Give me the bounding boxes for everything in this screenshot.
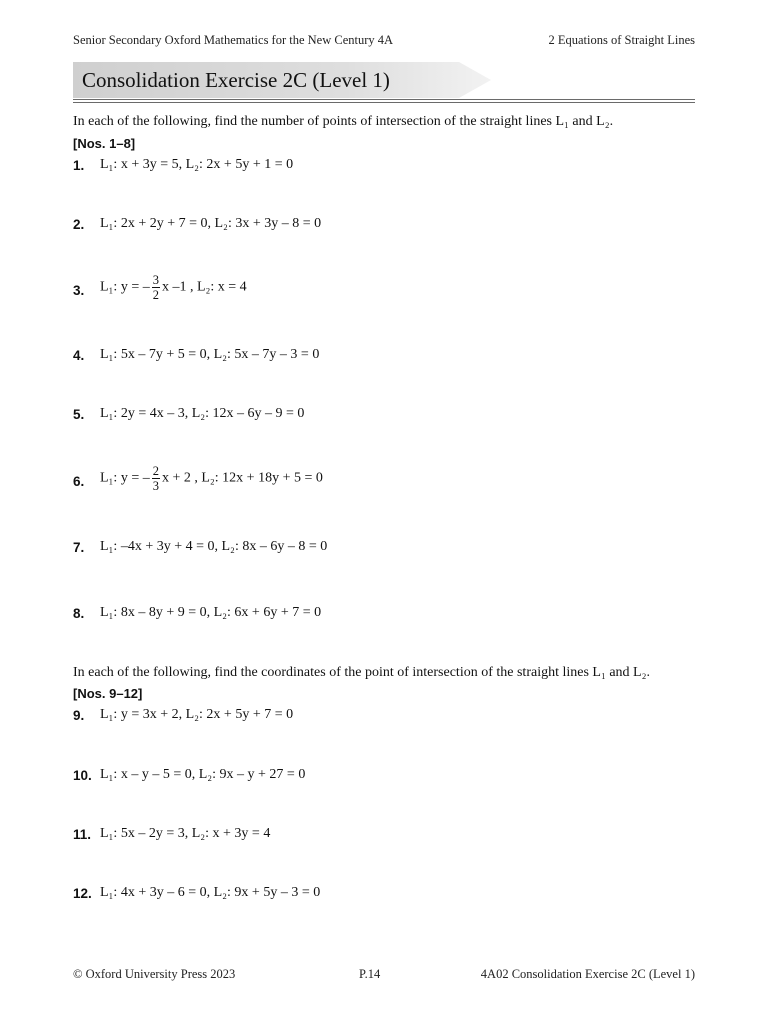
section1-instruction: In each of the following, find the number of points of intersection of the straight lines L₁ and L₂. [73,114,614,129]
exercise-banner [73,62,491,98]
fraction [152,464,160,493]
question-number: 8. [73,606,85,621]
fraction-denominator: 2 [152,288,159,302]
question-number: 11. [73,827,92,842]
exercise-title: Consolidation Exercise 2C (Level 1) [82,68,390,92]
question-equations [100,464,323,493]
question-number: 7. [73,540,85,555]
fraction-numerator: 2 [152,464,159,478]
question-equations: L₁: x – y – 5 = 0, L₂: 9x – y + 27 = 0 [100,767,306,782]
equation-suffix: x –1 , L₂: x = 4 [161,279,247,295]
question-equations: L₁: x + 3y = 5, L₂: 2x + 5y + 1 = 0 [100,157,294,172]
fraction [152,273,160,302]
book-title: Senior Secondary Oxford Mathematics for the New Century 4A [73,33,394,47]
question-number: 6. [73,474,85,489]
fraction-denominator: 3 [152,479,159,493]
section1-range: [Nos. 1–8] [73,136,136,151]
question-number: 2. [73,217,85,232]
question-equations: L₁: 2y = 4x – 3, L₂: 12x – 6y – 9 = 0 [100,406,305,421]
question-equations: L₁: 8x – 8y + 9 = 0, L₂: 6x + 6y + 7 = 0 [100,605,322,620]
question-equations: L₁: 5x – 2y = 3, L₂: x + 3y = 4 [100,826,271,841]
question-equations: L₁: –4x + 3y + 4 = 0, L₂: 8x – 6y – 8 = 0 [100,539,328,554]
question-equations: L₁: 4x + 3y – 6 = 0, L₂: 9x + 5y – 3 = 0 [100,885,321,900]
fraction-numerator: 3 [152,273,159,287]
chapter-title: 2 Equations of Straight Lines [548,33,695,47]
question-number: 9. [73,708,85,723]
question-number: 4. [73,348,85,363]
footer-document-ref: 4A02 Consolidation Exercise 2C (Level 1) [480,967,695,981]
question-equations: L₁: 2x + 2y + 7 = 0, L₂: 3x + 3y – 8 = 0 [100,216,322,231]
equation-suffix: x + 2 , L₂: 12x + 18y + 5 = 0 [161,470,323,486]
equation-prefix: L₁: y = – [100,279,150,295]
equation-prefix: L₁: y = – [100,470,150,486]
title-rule-bottom [73,102,695,103]
section2-range: [Nos. 9–12] [73,686,143,701]
footer-copyright: © Oxford University Press 2023 [73,967,236,981]
section2-instruction: In each of the following, find the coordinates of the point of intersection of the straight lines L₁ and L₂. [73,665,650,680]
title-rule-top [73,99,695,100]
footer-page-number: P.14 [359,967,381,981]
question-equations: L₁: y = 3x + 2, L₂: 2x + 5y + 7 = 0 [100,707,294,722]
question-number: 5. [73,407,85,422]
question-equations: L₁: 5x – 7y + 5 = 0, L₂: 5x – 7y – 3 = 0 [100,347,320,362]
question-number: 3. [73,283,85,298]
question-equations [100,273,247,302]
question-number: 10. [73,768,92,783]
question-number: 1. [73,158,85,173]
question-number: 12. [73,886,92,901]
